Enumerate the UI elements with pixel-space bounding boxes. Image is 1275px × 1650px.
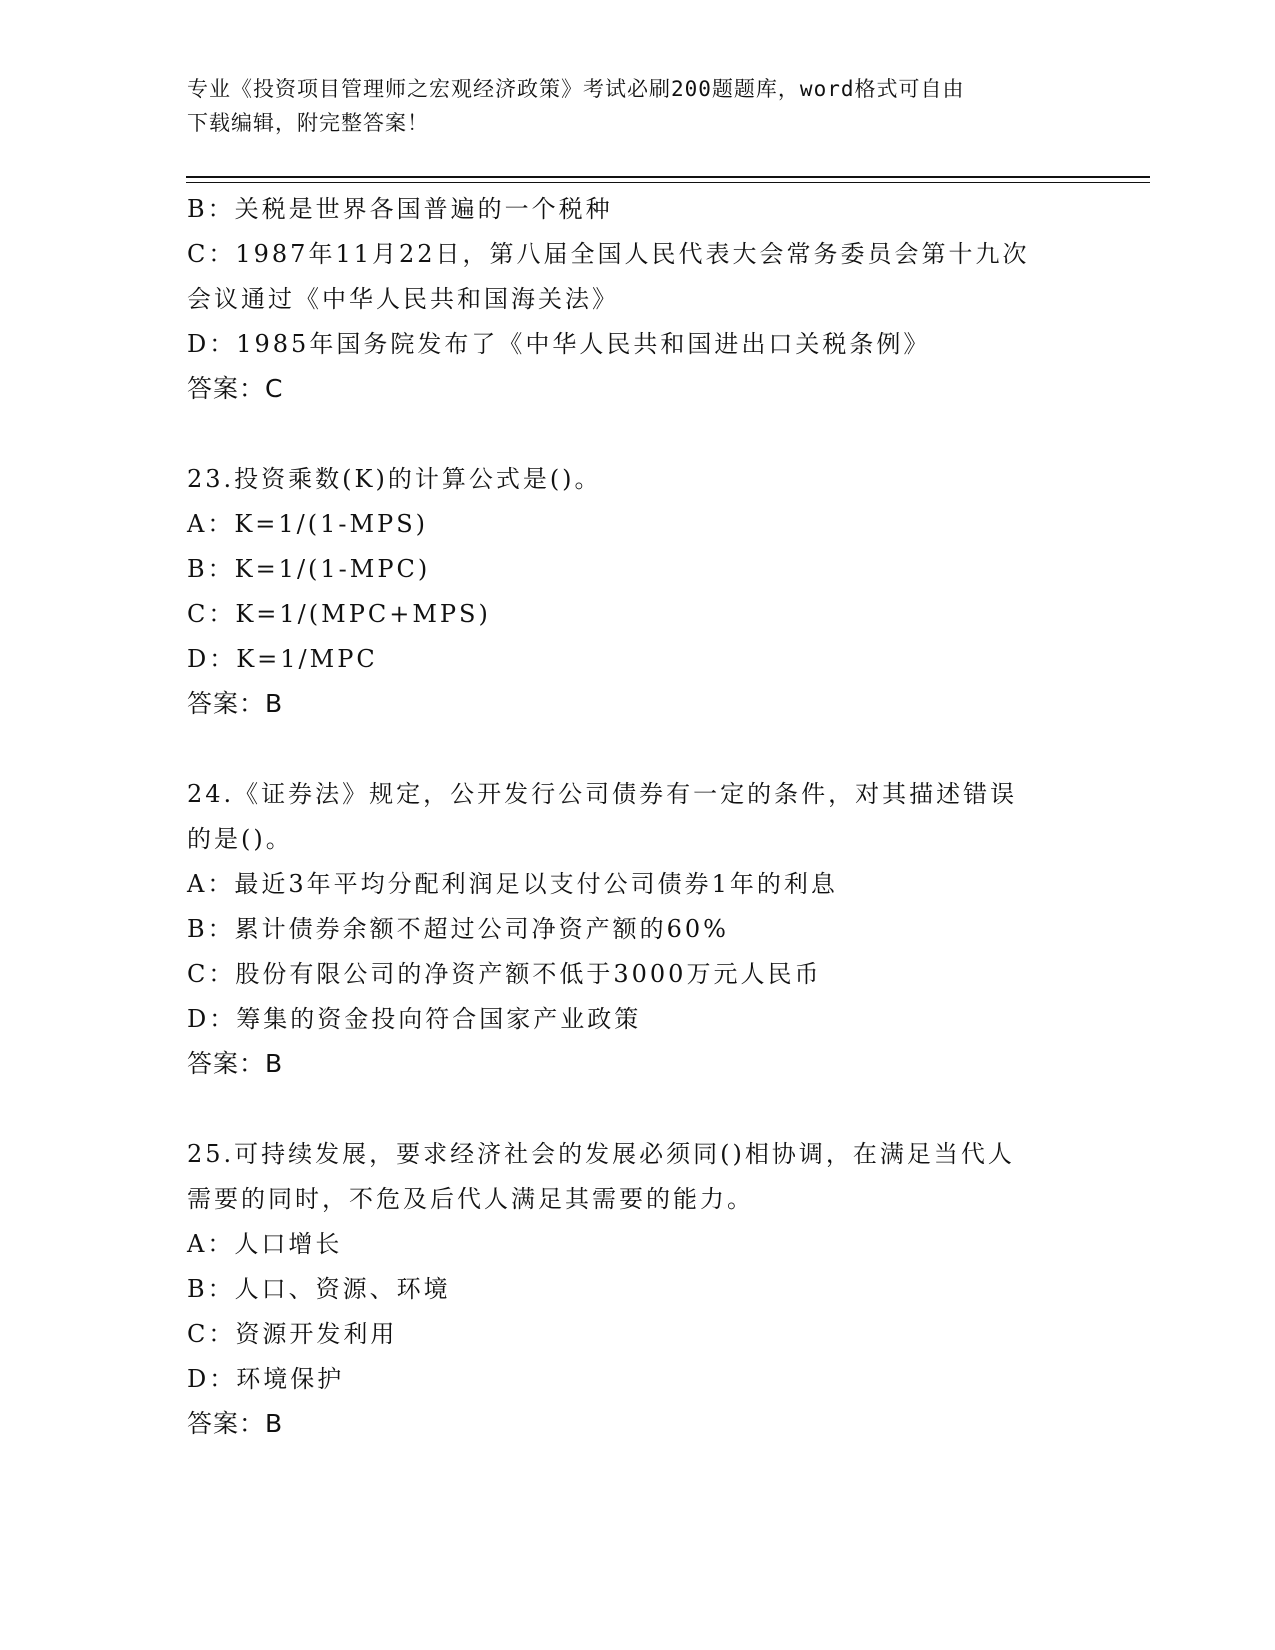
q24-stem-line-2: 的是()。	[187, 825, 293, 853]
q23-stem: 23.投资乘数(K)的计算公式是()。	[187, 465, 602, 493]
q25-option-a: A：人口增长	[187, 1230, 343, 1258]
q24-answer: 答案：B	[187, 1049, 284, 1078]
q25-option-d: D：环境保护	[187, 1365, 345, 1393]
q22-option-b: B：关税是世界各国普遍的一个税种	[187, 195, 613, 223]
q24-option-a: A：最近3年平均分配利润足以支付公司债券1年的利息	[187, 870, 838, 898]
document-header	[187, 72, 1087, 140]
q24-option-c: C：股份有限公司的净资产额不低于3000万元人民币	[187, 960, 822, 988]
q24-stem-line-1: 24.《证券法》规定，公开发行公司债券有一定的条件，对其描述错误	[187, 780, 1018, 808]
q22-option-c-line-2: 会议通过《中华人民共和国海关法》	[187, 285, 619, 313]
q24-option-d: D：筹集的资金投向符合国家产业政策	[187, 1005, 642, 1033]
q23-option-c: C：K=1/(MPC+MPS)	[187, 600, 491, 628]
header-divider-thin	[186, 182, 1150, 183]
q22-answer: 答案：C	[187, 374, 284, 403]
q22-option-c-line-1: C：1987年11月22日，第八届全国人民代表大会常务委员会第十九次	[187, 240, 1030, 268]
q25-option-b: B：人口、资源、环境	[187, 1275, 451, 1303]
q23-option-d: D：K=1/MPC	[187, 645, 378, 673]
q23-option-a: A：K=1/(1-MPS)	[187, 510, 428, 538]
q23-option-b: B：K=1/(1-MPC)	[187, 555, 431, 583]
q23-answer: 答案：B	[187, 689, 284, 718]
q25-answer: 答案：B	[187, 1409, 284, 1438]
q25-stem-line-2: 需要的同时，不危及后代人满足其需要的能力。	[187, 1185, 754, 1213]
header-line-1: 专业《投资项目管理师之宏观经济政策》考试必刷200题题库，word格式可自由	[187, 77, 965, 101]
header-line-2: 下载编辑，附完整答案！	[187, 111, 429, 135]
header-divider-thick	[186, 176, 1150, 178]
q25-stem-line-1: 25.可持续发展，要求经济社会的发展必须同()相协调，在满足当代人	[187, 1140, 1015, 1168]
q25-option-c: C：资源开发利用	[187, 1320, 398, 1348]
q22-option-d: D：1985年国务院发布了《中华人民共和国进出口关税条例》	[187, 330, 931, 358]
q24-option-b: B：累计债券余额不超过公司净资产额的60%	[187, 915, 729, 943]
